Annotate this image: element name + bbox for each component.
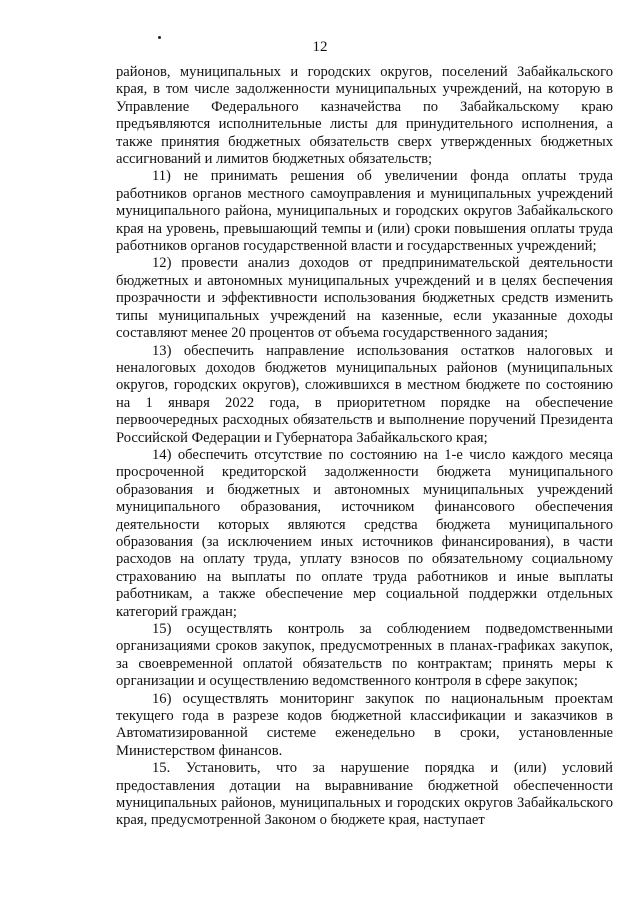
paragraph-item-11: 11) не принимать решения об увеличении фонда оплаты труда работников органов местного самоуправления и муниципальных учреждений муниципального района, муниципальных и городских округов Забайкальского края на уровень, превышающий темпы и (или) сроки повышения оплаты труда работников органов государственной власти и государственных учреждений; <box>116 168 613 255</box>
paragraph-section-15: 15. Установить, что за нарушение порядка и (или) условий предоставления дотации на выравнивание бюджетной обеспеченности муниципальных районов, муниципальных и городских округов Забайкальского края, предусмотренной Законом о бюджете края, наступает <box>116 760 613 829</box>
paragraph-item-12: 12) провести анализ доходов от предпринимательской деятельности бюджетных и автономных муниципальных учреждений и в целях беспечения прозрачности и эффективности использования бюджетных средств изменить типы муниципальных учреждений на казенные, если указанные доходы составляют менее 20 процентов от объема государственного задания; <box>116 255 613 342</box>
paragraph-continuation: районов, муниципальных и городских округов, поселений Забайкальского края, в том числе задолженности муниципальных учреждений, на которую в Управление Федерального казначейства по Забайкальскому краю предъявляются исполнительные листы для принудительного исполнения, а также принятия бюджетных обязательств сверх утвержденных бюджетных ассигнований и лимитов бюджетных обязательств; <box>116 64 613 168</box>
paragraph-item-14: 14) обеспечить отсутствие по состоянию на 1-е число каждого месяца просроченной кредиторской задолженности бюджета муниципального образования и бюджетных и автономных муниципальных учреждений муниципального образования, источником финансового обеспечения деятельности которых являются средства бюджета муниципального образования (за исключением иных источников финансирования), в части расходов на оплату труда, уплату взносов по обязательному социальному страхованию на выплаты по оплате труда работников и иные выплаты работникам, а также обеспечение мер социальной поддержки отдельных категорий граждан; <box>116 446 613 620</box>
paragraph-item-13: 13) обеспечить направление использования остатков налоговых и неналоговых доходов бюджетов муниципальных районов (муниципальных округов, городских округов), сложившихся в местном бюджете по состоянию на 1 января 2022 года, в приоритетном порядке на обеспечение первоочередных расходных обязательств и выполнение поручений Президента Российской Федерации и Губернатора Забайкальского края; <box>116 342 613 446</box>
body-text <box>116 64 613 830</box>
page-number: 12 <box>312 39 328 55</box>
paragraph-item-16: 16) осуществлять мониторинг закупок по национальным проектам текущего года в разрезе кодов бюджетной классификации и заказчиков в Автоматизированной системе еженедельно в сроки, установленные Министерством финансов. <box>116 690 613 759</box>
paragraph-item-15: 15) осуществлять контроль за соблюдением подведомственными организациями сроков закупок, предусмотренных в планах-графиках закупок, за своевременной оплатой обязательств по контрактам; принять меры к организации и осуществлению ведомственного контроля в сфере закупок; <box>116 621 613 690</box>
